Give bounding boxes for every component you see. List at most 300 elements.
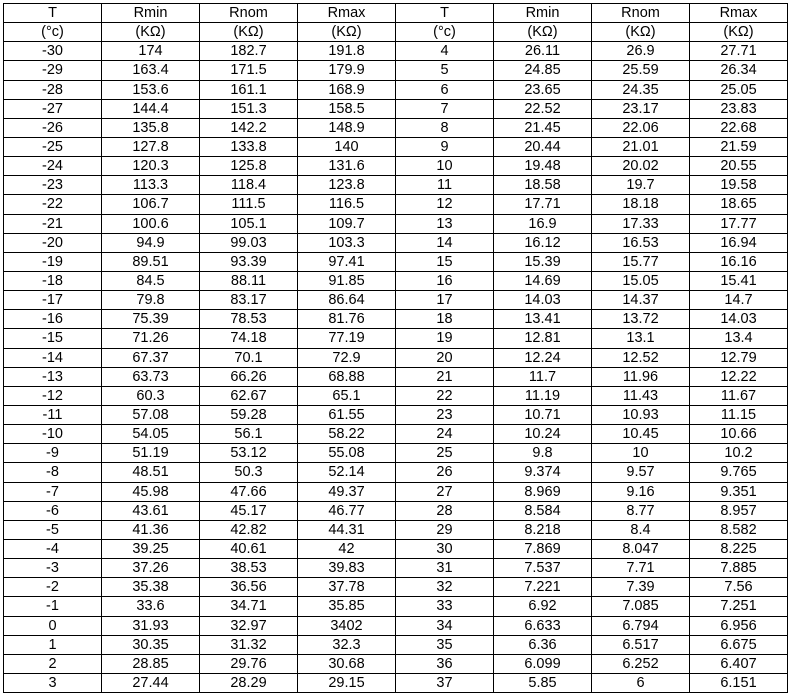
- value-cell-temperature: -11: [4, 405, 102, 424]
- value-cell-temperature: 30: [396, 539, 494, 558]
- value-cell-temperature: 5: [396, 61, 494, 80]
- value-cell-rmin: 51.19: [102, 444, 200, 463]
- value-cell-rmin: 153.6: [102, 80, 200, 99]
- value-cell-temperature: 16: [396, 271, 494, 290]
- value-cell-rnom: 38.53: [200, 559, 298, 578]
- value-cell-rmin: 12.81: [494, 329, 592, 348]
- value-cell-rmin: 17.71: [494, 195, 592, 214]
- value-cell-rmin: 54.05: [102, 425, 200, 444]
- value-cell-rmin: 11.7: [494, 367, 592, 386]
- value-cell-rmax: 7.251: [690, 597, 788, 616]
- value-cell-rmax: 7.885: [690, 559, 788, 578]
- value-cell-temperature: -9: [4, 444, 102, 463]
- table-row: [4, 329, 788, 348]
- value-cell-rnom: 83.17: [200, 291, 298, 310]
- table-row: [4, 654, 788, 673]
- value-cell-rnom: 161.1: [200, 80, 298, 99]
- value-cell-rmax: 58.22: [298, 425, 396, 444]
- value-cell-temperature: 22: [396, 386, 494, 405]
- value-cell-rmax: 6.151: [690, 673, 788, 692]
- value-cell-rnom: 24.35: [592, 80, 690, 99]
- table-row: [4, 578, 788, 597]
- table-body: [4, 4, 788, 693]
- value-cell-rnom: 50.3: [200, 463, 298, 482]
- value-cell-temperature: 25: [396, 444, 494, 463]
- value-cell-rmax: 123.8: [298, 176, 396, 195]
- value-cell-rnom: 59.28: [200, 405, 298, 424]
- value-cell-rnom: 10: [592, 444, 690, 463]
- value-cell-rnom: 11.43: [592, 386, 690, 405]
- header-cell-rnom: Rnom: [200, 4, 298, 23]
- table-row: [4, 214, 788, 233]
- value-cell-rmax: 52.14: [298, 463, 396, 482]
- value-cell-rmax: 25.05: [690, 80, 788, 99]
- table-row: [4, 367, 788, 386]
- value-cell-rmax: 86.64: [298, 291, 396, 310]
- value-cell-rmin: 27.44: [102, 673, 200, 692]
- value-cell-rnom: 16.53: [592, 233, 690, 252]
- value-cell-rnom: 28.29: [200, 673, 298, 692]
- value-cell-rmax: 14.7: [690, 291, 788, 310]
- value-cell-rmin: 13.41: [494, 310, 592, 329]
- value-cell-temperature: -3: [4, 559, 102, 578]
- value-cell-temperature: -16: [4, 310, 102, 329]
- value-cell-rnom: 99.03: [200, 233, 298, 252]
- value-cell-rmin: 7.537: [494, 559, 592, 578]
- value-cell-rmax: 97.41: [298, 252, 396, 271]
- value-cell-rmin: 71.26: [102, 329, 200, 348]
- value-cell-rmax: 6.956: [690, 616, 788, 635]
- value-cell-rmin: 33.6: [102, 597, 200, 616]
- value-cell-temperature: 8: [396, 118, 494, 137]
- value-cell-rmax: 15.41: [690, 271, 788, 290]
- value-cell-temperature: 0: [4, 616, 102, 635]
- value-cell-temperature: 14: [396, 233, 494, 252]
- value-cell-temperature: 20: [396, 348, 494, 367]
- value-cell-temperature: -25: [4, 137, 102, 156]
- value-cell-rmax: 39.83: [298, 559, 396, 578]
- value-cell-rmax: 9.351: [690, 482, 788, 501]
- table-row: [4, 80, 788, 99]
- value-cell-rmax: 61.55: [298, 405, 396, 424]
- value-cell-rnom: 7.085: [592, 597, 690, 616]
- value-cell-temperature: -17: [4, 291, 102, 310]
- table-row: [4, 559, 788, 578]
- value-cell-rmin: 23.65: [494, 80, 592, 99]
- header-cell-temperature: T: [4, 4, 102, 23]
- value-cell-rmax: 21.59: [690, 137, 788, 156]
- value-cell-rmin: 113.3: [102, 176, 200, 195]
- value-cell-rmin: 24.85: [494, 61, 592, 80]
- value-cell-rnom: 111.5: [200, 195, 298, 214]
- value-cell-rnom: 74.18: [200, 329, 298, 348]
- table-row: [4, 597, 788, 616]
- value-cell-rmax: 29.15: [298, 673, 396, 692]
- table-row: [4, 635, 788, 654]
- value-cell-rmax: 20.55: [690, 157, 788, 176]
- value-cell-rnom: 22.06: [592, 118, 690, 137]
- table-row: [4, 118, 788, 137]
- table-row: [4, 252, 788, 271]
- value-cell-rnom: 171.5: [200, 61, 298, 80]
- value-cell-rmin: 35.38: [102, 578, 200, 597]
- value-cell-temperature: 12: [396, 195, 494, 214]
- value-cell-temperature: -28: [4, 80, 102, 99]
- value-cell-temperature: 2: [4, 654, 102, 673]
- value-cell-rmin: 22.52: [494, 99, 592, 118]
- value-cell-rmax: 8.957: [690, 501, 788, 520]
- table-row: [4, 444, 788, 463]
- value-cell-temperature: 9: [396, 137, 494, 156]
- value-cell-rmax: 6.407: [690, 654, 788, 673]
- value-cell-rnom: 125.8: [200, 157, 298, 176]
- value-cell-rnom: 47.66: [200, 482, 298, 501]
- value-cell-rmax: 191.8: [298, 42, 396, 61]
- value-cell-temperature: 6: [396, 80, 494, 99]
- value-cell-rmax: 9.765: [690, 463, 788, 482]
- value-cell-temperature: 4: [396, 42, 494, 61]
- header-cell-rmax: Rmax: [298, 4, 396, 23]
- header-cell-rnom: Rnom: [592, 4, 690, 23]
- table-row: [4, 61, 788, 80]
- value-cell-temperature: -20: [4, 233, 102, 252]
- value-cell-rmin: 174: [102, 42, 200, 61]
- value-cell-rmax: 11.67: [690, 386, 788, 405]
- value-cell-temperature: 18: [396, 310, 494, 329]
- table-row: [4, 137, 788, 156]
- value-cell-temperature: 3: [4, 673, 102, 692]
- value-cell-rnom: 32.97: [200, 616, 298, 635]
- table-row: [4, 233, 788, 252]
- value-cell-rnom: 21.01: [592, 137, 690, 156]
- value-cell-rmin: 67.37: [102, 348, 200, 367]
- value-cell-rnom: 10.45: [592, 425, 690, 444]
- value-cell-temperature: -23: [4, 176, 102, 195]
- value-cell-rnom: 31.32: [200, 635, 298, 654]
- value-cell-rnom: 70.1: [200, 348, 298, 367]
- value-cell-temperature: -7: [4, 482, 102, 501]
- value-cell-rmax: 44.31: [298, 520, 396, 539]
- value-cell-rmin: 12.24: [494, 348, 592, 367]
- value-cell-rmin: 79.8: [102, 291, 200, 310]
- value-cell-rnom: 14.37: [592, 291, 690, 310]
- value-cell-temperature: -29: [4, 61, 102, 80]
- value-cell-rmax: 65.1: [298, 386, 396, 405]
- value-cell-rmax: 131.6: [298, 157, 396, 176]
- resistance-temperature-table: [3, 3, 788, 693]
- value-cell-rnom: 151.3: [200, 99, 298, 118]
- value-cell-rmax: 8.225: [690, 539, 788, 558]
- value-cell-rnom: 62.67: [200, 386, 298, 405]
- value-cell-rnom: 15.05: [592, 271, 690, 290]
- value-cell-rmin: 11.19: [494, 386, 592, 405]
- value-cell-rnom: 105.1: [200, 214, 298, 233]
- value-cell-rmax: 19.58: [690, 176, 788, 195]
- value-cell-temperature: 13: [396, 214, 494, 233]
- value-cell-rnom: 6.252: [592, 654, 690, 673]
- value-cell-temperature: 37: [396, 673, 494, 692]
- value-cell-rnom: 34.71: [200, 597, 298, 616]
- table-row: [4, 310, 788, 329]
- value-cell-rmax: 91.85: [298, 271, 396, 290]
- value-cell-rmin: 9.8: [494, 444, 592, 463]
- table-row: [4, 482, 788, 501]
- value-cell-temperature: 17: [396, 291, 494, 310]
- value-cell-rmax: 148.9: [298, 118, 396, 137]
- value-cell-temperature: -26: [4, 118, 102, 137]
- value-cell-temperature: -24: [4, 157, 102, 176]
- value-cell-rmin: 19.48: [494, 157, 592, 176]
- value-cell-rnom: 13.72: [592, 310, 690, 329]
- value-cell-rnom: 88.11: [200, 271, 298, 290]
- value-cell-temperature: -12: [4, 386, 102, 405]
- value-cell-rmin: 14.03: [494, 291, 592, 310]
- value-cell-rmin: 163.4: [102, 61, 200, 80]
- value-cell-rnom: 13.1: [592, 329, 690, 348]
- value-cell-temperature: -8: [4, 463, 102, 482]
- unit-cell-rmax: (KΩ): [690, 23, 788, 42]
- value-cell-rmin: 9.374: [494, 463, 592, 482]
- value-cell-rmax: 16.94: [690, 233, 788, 252]
- header-cell-rmin: Rmin: [102, 4, 200, 23]
- value-cell-rnom: 8.77: [592, 501, 690, 520]
- value-cell-rmin: 41.36: [102, 520, 200, 539]
- value-cell-rmax: 42: [298, 539, 396, 558]
- value-cell-rmin: 10.71: [494, 405, 592, 424]
- value-cell-rmin: 120.3: [102, 157, 200, 176]
- value-cell-temperature: 36: [396, 654, 494, 673]
- value-cell-temperature: 33: [396, 597, 494, 616]
- value-cell-temperature: -6: [4, 501, 102, 520]
- value-cell-temperature: -14: [4, 348, 102, 367]
- value-cell-temperature: 34: [396, 616, 494, 635]
- value-cell-rnom: 142.2: [200, 118, 298, 137]
- value-cell-rmax: 22.68: [690, 118, 788, 137]
- table-row: [4, 501, 788, 520]
- value-cell-rmax: 72.9: [298, 348, 396, 367]
- value-cell-rmin: 5.85: [494, 673, 592, 692]
- value-cell-rmin: 21.45: [494, 118, 592, 137]
- value-cell-rmin: 6.633: [494, 616, 592, 635]
- header-row-units: [4, 23, 788, 42]
- value-cell-temperature: -13: [4, 367, 102, 386]
- value-cell-rmin: 6.92: [494, 597, 592, 616]
- value-cell-rnom: 25.59: [592, 61, 690, 80]
- unit-cell-rmin: (KΩ): [102, 23, 200, 42]
- value-cell-temperature: -22: [4, 195, 102, 214]
- unit-cell-rnom: (KΩ): [200, 23, 298, 42]
- value-cell-rnom: 9.57: [592, 463, 690, 482]
- table-row: [4, 405, 788, 424]
- value-cell-rnom: 6.517: [592, 635, 690, 654]
- value-cell-temperature: -1: [4, 597, 102, 616]
- value-cell-temperature: -15: [4, 329, 102, 348]
- value-cell-rmax: 77.19: [298, 329, 396, 348]
- value-cell-rmax: 13.4: [690, 329, 788, 348]
- value-cell-rmin: 8.969: [494, 482, 592, 501]
- value-cell-rnom: 40.61: [200, 539, 298, 558]
- value-cell-temperature: 1: [4, 635, 102, 654]
- value-cell-rmin: 63.73: [102, 367, 200, 386]
- value-cell-temperature: 31: [396, 559, 494, 578]
- value-cell-temperature: 15: [396, 252, 494, 271]
- value-cell-rnom: 23.17: [592, 99, 690, 118]
- value-cell-rnom: 19.7: [592, 176, 690, 195]
- value-cell-rmin: 57.08: [102, 405, 200, 424]
- value-cell-rmax: 26.34: [690, 61, 788, 80]
- value-cell-rmin: 43.61: [102, 501, 200, 520]
- value-cell-temperature: 10: [396, 157, 494, 176]
- value-cell-rmax: 30.68: [298, 654, 396, 673]
- value-cell-rmax: 35.85: [298, 597, 396, 616]
- value-cell-rmax: 12.22: [690, 367, 788, 386]
- value-cell-rmin: 144.4: [102, 99, 200, 118]
- table-row: [4, 99, 788, 118]
- value-cell-temperature: 27: [396, 482, 494, 501]
- value-cell-rmax: 3402: [298, 616, 396, 635]
- value-cell-rmin: 15.39: [494, 252, 592, 271]
- value-cell-rmax: 140: [298, 137, 396, 156]
- value-cell-rmax: 37.78: [298, 578, 396, 597]
- unit-cell-temperature: (°c): [396, 23, 494, 42]
- value-cell-rmin: 6.099: [494, 654, 592, 673]
- table-row: [4, 520, 788, 539]
- value-cell-rmin: 16.12: [494, 233, 592, 252]
- table-row: [4, 291, 788, 310]
- value-cell-temperature: 19: [396, 329, 494, 348]
- table-row: [4, 386, 788, 405]
- table-row: [4, 176, 788, 195]
- table-row: [4, 348, 788, 367]
- table-row: [4, 195, 788, 214]
- unit-cell-temperature: (°c): [4, 23, 102, 42]
- value-cell-rnom: 53.12: [200, 444, 298, 463]
- value-cell-rnom: 6.794: [592, 616, 690, 635]
- value-cell-rmax: 27.71: [690, 42, 788, 61]
- value-cell-rnom: 8.047: [592, 539, 690, 558]
- value-cell-rnom: 26.9: [592, 42, 690, 61]
- value-cell-temperature: -5: [4, 520, 102, 539]
- value-cell-rmax: 10.66: [690, 425, 788, 444]
- value-cell-rnom: 42.82: [200, 520, 298, 539]
- value-cell-rnom: 66.26: [200, 367, 298, 386]
- unit-cell-rnom: (KΩ): [592, 23, 690, 42]
- value-cell-rmin: 8.584: [494, 501, 592, 520]
- unit-cell-rmax: (KΩ): [298, 23, 396, 42]
- value-cell-rmin: 26.11: [494, 42, 592, 61]
- value-cell-rmin: 106.7: [102, 195, 200, 214]
- value-cell-temperature: 23: [396, 405, 494, 424]
- value-cell-rnom: 15.77: [592, 252, 690, 271]
- table-row: [4, 271, 788, 290]
- value-cell-rmax: 179.9: [298, 61, 396, 80]
- header-cell-rmax: Rmax: [690, 4, 788, 23]
- value-cell-temperature: -4: [4, 539, 102, 558]
- value-cell-rmin: 28.85: [102, 654, 200, 673]
- value-cell-rmax: 23.83: [690, 99, 788, 118]
- value-cell-temperature: -18: [4, 271, 102, 290]
- value-cell-rmax: 10.2: [690, 444, 788, 463]
- value-cell-temperature: 24: [396, 425, 494, 444]
- value-cell-rmax: 109.7: [298, 214, 396, 233]
- value-cell-rnom: 20.02: [592, 157, 690, 176]
- value-cell-rmin: 45.98: [102, 482, 200, 501]
- value-cell-rmax: 7.56: [690, 578, 788, 597]
- value-cell-temperature: -19: [4, 252, 102, 271]
- value-cell-rmax: 81.76: [298, 310, 396, 329]
- value-cell-temperature: 11: [396, 176, 494, 195]
- value-cell-rnom: 56.1: [200, 425, 298, 444]
- value-cell-rmax: 103.3: [298, 233, 396, 252]
- value-cell-rmin: 127.8: [102, 137, 200, 156]
- value-cell-rnom: 6: [592, 673, 690, 692]
- value-cell-rmin: 18.58: [494, 176, 592, 195]
- value-cell-rmin: 100.6: [102, 214, 200, 233]
- table-row: [4, 425, 788, 444]
- value-cell-rmin: 60.3: [102, 386, 200, 405]
- value-cell-rnom: 29.76: [200, 654, 298, 673]
- value-cell-rmax: 168.9: [298, 80, 396, 99]
- value-cell-rmax: 18.65: [690, 195, 788, 214]
- value-cell-rnom: 18.18: [592, 195, 690, 214]
- value-cell-rnom: 133.8: [200, 137, 298, 156]
- value-cell-rnom: 118.4: [200, 176, 298, 195]
- value-cell-rmin: 20.44: [494, 137, 592, 156]
- value-cell-rmax: 55.08: [298, 444, 396, 463]
- value-cell-temperature: -30: [4, 42, 102, 61]
- value-cell-rnom: 17.33: [592, 214, 690, 233]
- value-cell-rmax: 158.5: [298, 99, 396, 118]
- value-cell-temperature: 35: [396, 635, 494, 654]
- value-cell-temperature: -10: [4, 425, 102, 444]
- value-cell-rnom: 93.39: [200, 252, 298, 271]
- table-row: [4, 463, 788, 482]
- header-row-labels: [4, 4, 788, 23]
- value-cell-rmin: 135.8: [102, 118, 200, 137]
- value-cell-rnom: 45.17: [200, 501, 298, 520]
- table-row: [4, 616, 788, 635]
- table-row: [4, 539, 788, 558]
- value-cell-rnom: 36.56: [200, 578, 298, 597]
- value-cell-temperature: -21: [4, 214, 102, 233]
- value-cell-rnom: 8.4: [592, 520, 690, 539]
- value-cell-rnom: 11.96: [592, 367, 690, 386]
- value-cell-temperature: 29: [396, 520, 494, 539]
- table-row: [4, 673, 788, 692]
- value-cell-rnom: 10.93: [592, 405, 690, 424]
- value-cell-rmax: 49.37: [298, 482, 396, 501]
- value-cell-rmin: 30.35: [102, 635, 200, 654]
- value-cell-temperature: 32: [396, 578, 494, 597]
- value-cell-rmax: 68.88: [298, 367, 396, 386]
- value-cell-temperature: 28: [396, 501, 494, 520]
- value-cell-rnom: 12.52: [592, 348, 690, 367]
- value-cell-rmax: 46.77: [298, 501, 396, 520]
- value-cell-rnom: 78.53: [200, 310, 298, 329]
- value-cell-rmin: 48.51: [102, 463, 200, 482]
- value-cell-rnom: 9.16: [592, 482, 690, 501]
- value-cell-rmax: 116.5: [298, 195, 396, 214]
- unit-cell-rmin: (KΩ): [494, 23, 592, 42]
- value-cell-rmax: 14.03: [690, 310, 788, 329]
- value-cell-rnom: 7.39: [592, 578, 690, 597]
- value-cell-rmin: 7.869: [494, 539, 592, 558]
- value-cell-temperature: 7: [396, 99, 494, 118]
- value-cell-rmin: 16.9: [494, 214, 592, 233]
- value-cell-rmax: 12.79: [690, 348, 788, 367]
- value-cell-rmax: 16.16: [690, 252, 788, 271]
- value-cell-temperature: -27: [4, 99, 102, 118]
